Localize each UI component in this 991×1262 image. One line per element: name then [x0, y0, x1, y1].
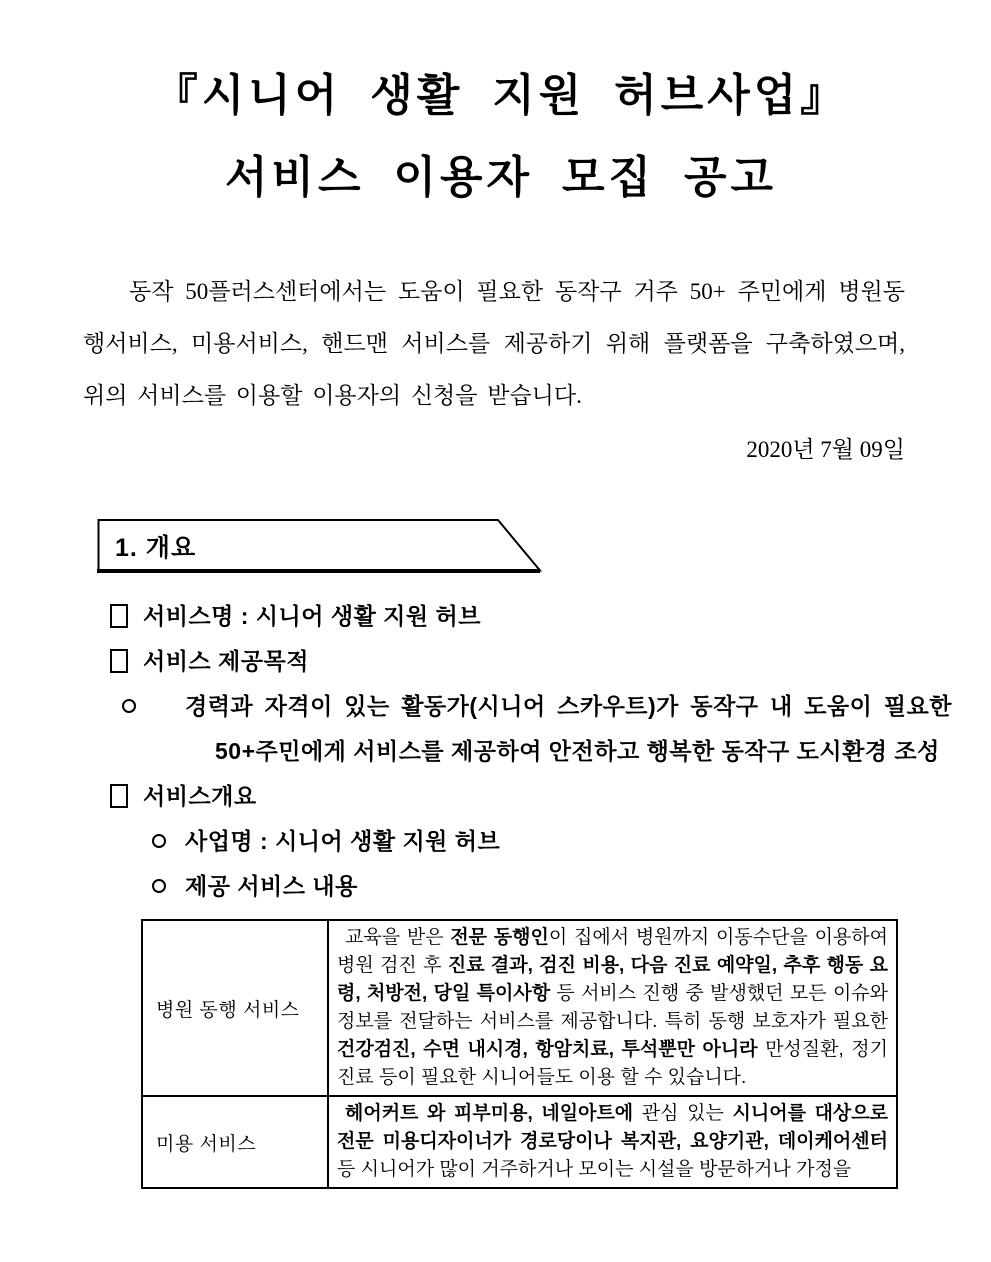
- list-item: [97, 639, 905, 684]
- text-segment: 관심 있는: [633, 1103, 733, 1124]
- list-item: [97, 594, 905, 639]
- service-name-cell: 미용 서비스: [142, 1096, 328, 1188]
- square-bullet-icon: [110, 784, 128, 808]
- circle-bullet-icon: [152, 834, 166, 848]
- text-segment: 등 시니어가 많이 거주하거나 모이는 시설을 방문하거나 가정을: [337, 1159, 852, 1180]
- bold-text-segment: 헤어커트 와 피부미용, 네일아트에: [345, 1103, 634, 1124]
- section-1-list: [97, 594, 952, 909]
- service-description-cell: [328, 920, 897, 1096]
- circle-bullet-icon: [152, 879, 166, 893]
- list-item-text: 서비스개요: [143, 783, 257, 809]
- square-bullet-icon: [110, 604, 128, 628]
- service-table: [141, 919, 898, 1189]
- list-item: [97, 864, 905, 909]
- service-description-cell: [328, 1096, 897, 1188]
- table-row: [142, 920, 897, 1096]
- title-line-2: 서비스 이용자 모집 공고: [224, 153, 778, 202]
- list-item-text: 서비스명 : 시니어 생활 지원 허브: [143, 603, 481, 629]
- service-name-cell: 병원 동행 서비스: [142, 920, 328, 1096]
- bold-text-segment: 전문 동행인: [450, 927, 549, 948]
- list-item: [97, 819, 905, 864]
- list-item: [97, 774, 905, 819]
- bold-text-segment: 진료 결과, 검진 비용, 다음 진료 예약일, 추후 행동 요령, 처방전, 당일 특이사항: [337, 955, 889, 1004]
- table-row: [142, 1096, 897, 1188]
- document-title: [97, 66, 905, 208]
- title-line-1: 『시니어 생활 지원 허브사업』: [153, 71, 849, 120]
- list-item: [97, 684, 952, 774]
- square-bullet-icon: [110, 649, 128, 673]
- circle-bullet-icon: [122, 699, 136, 713]
- text-segment: 이 집에서 병원까지 이동수단을 이용하여 병원 검진 후: [337, 927, 888, 976]
- text-segment: 교육을 받은: [345, 927, 451, 948]
- text-segment: 등 서비스 진행 중 발생했던 모든 이슈와 정보를 전달하는 서비스를 제공합니다. 특히 동행 보호자가 필요한: [337, 983, 889, 1032]
- text-segment: 만성질환, 정기진료 등이 필요한 시니어들도 이용 할 수 있습니다.: [337, 1039, 888, 1088]
- bold-text-segment: 시니어를 대상으로 전문 미용디자이너가 경로당이나 복지관, 요양기관, 데이케어센터: [337, 1103, 888, 1152]
- list-item-text: 제공 서비스 내용: [185, 873, 358, 899]
- section-1-banner: [97, 518, 542, 574]
- list-item-text: 사업명 : 시니어 생활 지원 허브: [185, 828, 501, 854]
- intro-paragraph: 동작 50플러스센터에서는 도움이 필요한 동작구 거주 50+ 주민에게 병원동행서비스, 미용서비스, 핸드맨 서비스를 제공하기 위해 플랫폼을 구축하였으며, 위의 서비스를 이용할 이용자의 신청을 받습니다.: [83, 279, 905, 408]
- list-item-text: 경력과 자격이 있는 활동가(시니어 스카우트)가 동작구 내 도움이 필요한 50+주민에게 서비스를 제공하여 안전하고 행복한 동작구 도시환경 조성: [185, 693, 952, 764]
- service-table-body: [142, 920, 897, 1188]
- document-date: 2020년 7월 09일: [746, 437, 905, 462]
- bold-text-segment: 건강검진, 수면 내시경, 항암치료, 투석뿐만 아니라: [337, 1039, 758, 1060]
- list-item-text: 서비스 제공목적: [143, 648, 309, 674]
- section-1-heading: 1. 개요: [115, 534, 197, 562]
